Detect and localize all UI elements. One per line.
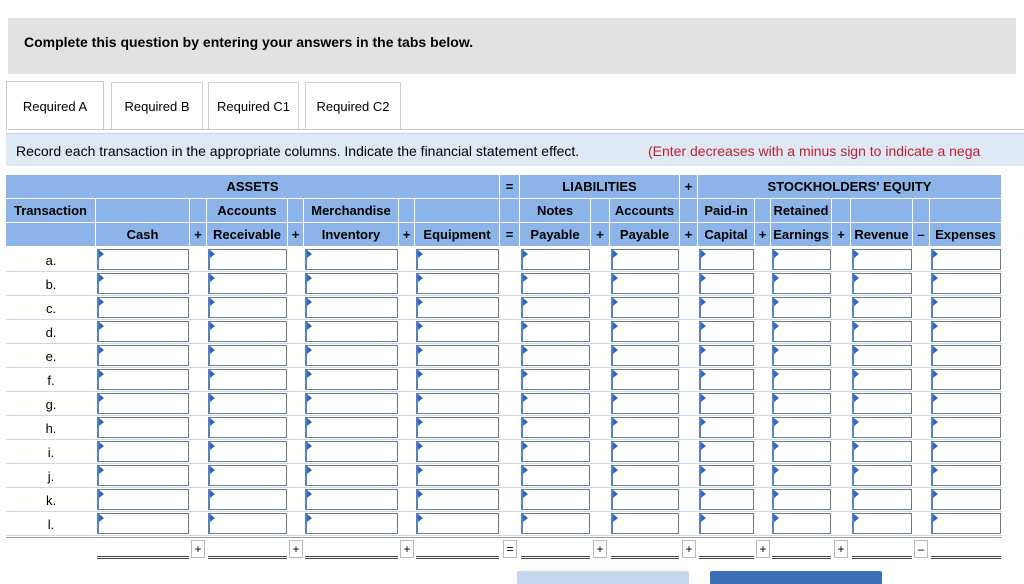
column-header-line1: Notes xyxy=(520,199,591,223)
column-header-line2: Receivable xyxy=(207,223,288,247)
answer-input[interactable] xyxy=(97,273,189,294)
answer-input[interactable] xyxy=(611,417,679,438)
answer-input[interactable] xyxy=(931,417,1001,438)
answer-input[interactable] xyxy=(97,345,189,366)
answer-input[interactable] xyxy=(97,417,189,438)
answer-input[interactable] xyxy=(852,465,912,486)
row-divider xyxy=(6,367,1002,368)
answer-input[interactable] xyxy=(416,513,499,534)
answer-input[interactable] xyxy=(97,321,189,342)
row-divider xyxy=(6,415,1002,416)
row-label: k. xyxy=(45,492,57,508)
column-header-line1 xyxy=(851,199,913,223)
answer-input[interactable] xyxy=(852,321,912,342)
answer-input[interactable] xyxy=(208,249,287,270)
answer-input[interactable] xyxy=(97,369,189,390)
answer-input[interactable] xyxy=(416,345,499,366)
answer-input[interactable] xyxy=(931,369,1001,390)
answer-input[interactable] xyxy=(611,297,679,318)
column-header-line1: Paid-in xyxy=(698,199,755,223)
total-cell xyxy=(611,540,679,559)
answer-input[interactable] xyxy=(416,393,499,414)
answer-input[interactable] xyxy=(611,513,679,534)
total-cell xyxy=(521,540,590,559)
answer-input[interactable] xyxy=(97,513,189,534)
operator-header: + xyxy=(755,223,771,247)
row-divider xyxy=(6,463,1002,464)
answer-input[interactable] xyxy=(208,489,287,510)
row-divider xyxy=(6,535,1002,536)
answer-input[interactable] xyxy=(305,441,398,462)
row-label: b. xyxy=(45,276,57,292)
answer-input[interactable] xyxy=(416,249,499,270)
answer-input[interactable] xyxy=(208,369,287,390)
column-header-line2: Payable xyxy=(610,223,680,247)
answer-input[interactable] xyxy=(416,489,499,510)
answer-input[interactable] xyxy=(699,369,754,390)
row-label: h. xyxy=(45,420,57,436)
answer-input[interactable] xyxy=(699,513,754,534)
equity-header: STOCKHOLDERS' EQUITY xyxy=(698,175,1002,199)
column-header-line1: Retained xyxy=(771,199,832,223)
total-cell xyxy=(416,540,499,559)
row-label: e. xyxy=(45,348,57,364)
answer-input[interactable] xyxy=(772,273,831,294)
column-header-line2: Earnings xyxy=(771,223,832,247)
row-divider xyxy=(6,343,1002,344)
answer-input[interactable] xyxy=(852,345,912,366)
answer-input[interactable] xyxy=(208,321,287,342)
answer-input[interactable] xyxy=(97,297,189,318)
answer-input[interactable] xyxy=(931,249,1001,270)
row-divider xyxy=(6,271,1002,272)
question-banner xyxy=(8,18,1016,74)
row-label: l. xyxy=(47,516,55,532)
answer-input[interactable] xyxy=(852,273,912,294)
answer-input[interactable] xyxy=(611,369,679,390)
answer-input[interactable] xyxy=(852,369,912,390)
answer-input[interactable] xyxy=(305,273,398,294)
answer-input[interactable] xyxy=(611,345,679,366)
instructions-hint: (Enter decreases with a minus sign to indicate a nega xyxy=(648,143,981,159)
total-cell xyxy=(852,540,912,559)
equals-header: = xyxy=(500,175,520,199)
answer-input[interactable] xyxy=(772,345,831,366)
answer-input[interactable] xyxy=(521,369,590,390)
operator-header-blank xyxy=(190,199,207,223)
next-tab-button[interactable] xyxy=(710,571,882,584)
operator-header: – xyxy=(913,223,930,247)
answer-input[interactable] xyxy=(772,489,831,510)
answer-input[interactable] xyxy=(931,297,1001,318)
column-header-line2: Equipment xyxy=(415,223,500,247)
tab-required-c1[interactable]: Required C1 xyxy=(208,82,299,130)
answer-input[interactable] xyxy=(931,513,1001,534)
operator-header-blank xyxy=(591,199,610,223)
total-operator: + xyxy=(593,540,607,558)
column-header-line2: Payable xyxy=(520,223,591,247)
column-header-line2: Expenses xyxy=(930,223,1002,247)
answer-input[interactable] xyxy=(208,441,287,462)
row-divider xyxy=(6,391,1002,392)
transaction-header: Transaction xyxy=(6,199,96,223)
liabilities-header: LIABILITIES xyxy=(520,175,680,199)
answer-input[interactable] xyxy=(699,489,754,510)
row-label: a. xyxy=(45,252,57,268)
answer-input[interactable] xyxy=(416,441,499,462)
answer-input[interactable] xyxy=(208,393,287,414)
total-cell xyxy=(772,540,831,559)
answer-input[interactable] xyxy=(772,321,831,342)
answer-input[interactable] xyxy=(521,249,590,270)
answer-input[interactable] xyxy=(931,321,1001,342)
total-operator: + xyxy=(834,540,848,558)
answer-input[interactable] xyxy=(521,393,590,414)
answer-input[interactable] xyxy=(521,513,590,534)
answer-input[interactable] xyxy=(97,393,189,414)
answer-input[interactable] xyxy=(699,321,754,342)
answer-input[interactable] xyxy=(97,465,189,486)
answer-input[interactable] xyxy=(521,417,590,438)
operator-header-blank xyxy=(832,199,851,223)
total-operator: + xyxy=(400,540,414,558)
row-label: g. xyxy=(45,396,57,412)
answer-input[interactable] xyxy=(416,273,499,294)
answer-input[interactable] xyxy=(699,345,754,366)
prev-tab-button[interactable] xyxy=(517,571,689,584)
answer-input[interactable] xyxy=(931,345,1001,366)
total-cell xyxy=(699,540,754,559)
operator-header: + xyxy=(190,223,207,247)
answer-input[interactable] xyxy=(305,489,398,510)
answer-input[interactable] xyxy=(699,297,754,318)
row-label: j. xyxy=(47,468,55,484)
banner-text: Complete this question by entering your answers in the tabs below. xyxy=(24,34,474,50)
answer-input[interactable] xyxy=(97,249,189,270)
answer-input[interactable] xyxy=(208,513,287,534)
row-label: c. xyxy=(45,300,57,316)
answer-input[interactable] xyxy=(931,441,1001,462)
column-header-line2: Inventory xyxy=(304,223,399,247)
total-cell xyxy=(305,540,398,559)
answer-input[interactable] xyxy=(699,249,754,270)
row-divider xyxy=(6,487,1002,488)
answer-input[interactable] xyxy=(208,465,287,486)
total-operator: + xyxy=(191,540,205,558)
total-operator: – xyxy=(914,540,928,558)
answer-input[interactable] xyxy=(699,273,754,294)
operator-header: + xyxy=(591,223,610,247)
operator-header-blank xyxy=(913,199,930,223)
answer-input[interactable] xyxy=(931,273,1001,294)
answer-input[interactable] xyxy=(611,321,679,342)
total-cell xyxy=(208,540,287,559)
answer-input[interactable] xyxy=(772,465,831,486)
answer-input[interactable] xyxy=(208,297,287,318)
answer-input[interactable] xyxy=(305,321,398,342)
answer-input[interactable] xyxy=(305,393,398,414)
answer-input[interactable] xyxy=(305,345,398,366)
answer-input[interactable] xyxy=(852,489,912,510)
answer-input[interactable] xyxy=(699,417,754,438)
operator-header: + xyxy=(680,223,698,247)
row-label: i. xyxy=(47,444,55,460)
column-header-line2: Revenue xyxy=(851,223,913,247)
answer-input[interactable] xyxy=(416,297,499,318)
answer-input[interactable] xyxy=(611,249,679,270)
operator-header-blank xyxy=(288,199,304,223)
column-header-line2: Cash xyxy=(96,223,190,247)
answer-input[interactable] xyxy=(772,417,831,438)
answer-input[interactable] xyxy=(97,489,189,510)
answer-input[interactable] xyxy=(611,393,679,414)
answer-input[interactable] xyxy=(416,369,499,390)
answer-input[interactable] xyxy=(521,441,590,462)
answer-input[interactable] xyxy=(772,297,831,318)
answer-input[interactable] xyxy=(611,489,679,510)
answer-input[interactable] xyxy=(931,465,1001,486)
row-divider xyxy=(6,295,1002,296)
answer-input[interactable] xyxy=(521,273,590,294)
answer-input[interactable] xyxy=(416,417,499,438)
total-operator: + xyxy=(756,540,770,558)
answer-input[interactable] xyxy=(208,273,287,294)
column-header-line1 xyxy=(930,199,1002,223)
column-header-line2: Capital xyxy=(698,223,755,247)
column-header-line1 xyxy=(96,199,190,223)
assets-header: ASSETS xyxy=(6,175,500,199)
answer-input[interactable] xyxy=(852,297,912,318)
answer-input[interactable] xyxy=(699,465,754,486)
total-operator: = xyxy=(503,540,517,558)
answer-input[interactable] xyxy=(852,417,912,438)
answer-input[interactable] xyxy=(699,393,754,414)
total-cell xyxy=(97,540,189,559)
answer-input[interactable] xyxy=(305,513,398,534)
answer-input[interactable] xyxy=(208,417,287,438)
answer-input[interactable] xyxy=(305,465,398,486)
answer-input[interactable] xyxy=(521,321,590,342)
operator-header-blank xyxy=(680,199,698,223)
answer-input[interactable] xyxy=(699,441,754,462)
operator-header: + xyxy=(399,223,415,247)
total-operator: + xyxy=(682,540,696,558)
operator-header-blank xyxy=(755,199,771,223)
row-divider xyxy=(6,439,1002,440)
total-operator: + xyxy=(289,540,303,558)
answer-input[interactable] xyxy=(611,465,679,486)
answer-input[interactable] xyxy=(611,273,679,294)
answer-input[interactable] xyxy=(305,249,398,270)
plus-header: + xyxy=(680,175,698,199)
answer-input[interactable] xyxy=(852,393,912,414)
answer-input[interactable] xyxy=(772,249,831,270)
answer-input[interactable] xyxy=(521,465,590,486)
instructions-bar xyxy=(6,133,1024,166)
row-divider xyxy=(6,319,1002,320)
answer-input[interactable] xyxy=(305,297,398,318)
answer-input[interactable] xyxy=(852,249,912,270)
row-label: d. xyxy=(45,324,57,340)
column-header-line1: Merchandise xyxy=(304,199,399,223)
operator-header: + xyxy=(832,223,851,247)
answer-input[interactable] xyxy=(931,393,1001,414)
total-cell xyxy=(931,540,1001,559)
answer-input[interactable] xyxy=(521,345,590,366)
row-label: f. xyxy=(47,372,55,388)
answer-input[interactable] xyxy=(772,513,831,534)
answer-input[interactable] xyxy=(772,369,831,390)
tab-divider xyxy=(8,129,1024,130)
answer-input[interactable] xyxy=(931,489,1001,510)
answer-input[interactable] xyxy=(521,297,590,318)
answer-input[interactable] xyxy=(772,441,831,462)
tab-required-a[interactable]: Required A xyxy=(6,81,104,130)
answer-input[interactable] xyxy=(852,513,912,534)
tab-required-c2[interactable]: Required C2 xyxy=(305,82,401,130)
answer-input[interactable] xyxy=(416,321,499,342)
column-header-line1 xyxy=(415,199,500,223)
answer-input[interactable] xyxy=(611,441,679,462)
tab-required-b[interactable]: Required B xyxy=(111,82,203,130)
column-header-line1: Accounts xyxy=(207,199,288,223)
operator-header-blank xyxy=(399,199,415,223)
answer-input[interactable] xyxy=(852,441,912,462)
operator-header-blank xyxy=(500,199,520,223)
row-divider xyxy=(6,511,1002,512)
answer-input[interactable] xyxy=(305,417,398,438)
operator-header: = xyxy=(500,223,520,247)
operator-header: + xyxy=(288,223,304,247)
answer-input[interactable] xyxy=(772,393,831,414)
column-header-line1: Accounts xyxy=(610,199,680,223)
transaction-header-blank xyxy=(6,223,96,247)
answer-input[interactable] xyxy=(416,465,499,486)
answer-input[interactable] xyxy=(208,345,287,366)
answer-input[interactable] xyxy=(521,489,590,510)
instructions-text: Record each transaction in the appropriate columns. Indicate the financial statement effect. xyxy=(16,143,580,159)
answer-input[interactable] xyxy=(97,441,189,462)
answer-input[interactable] xyxy=(305,369,398,390)
